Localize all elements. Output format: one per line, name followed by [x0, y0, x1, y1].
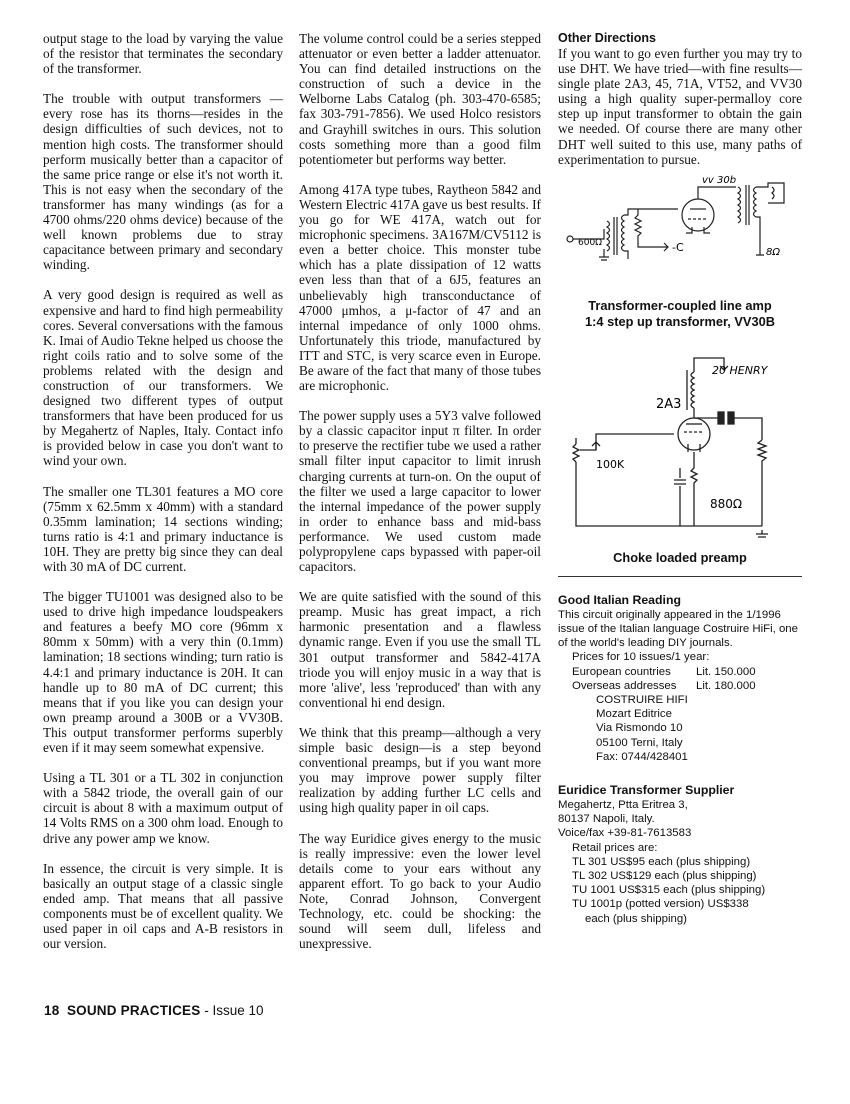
- retail-item: TL 302 US$129 each (plus shipping): [572, 870, 757, 882]
- schematic-choke-preamp: [562, 348, 798, 548]
- price-value: Lit. 150.000: [696, 665, 756, 678]
- body-paragraph: We think that this preamp—although a very simple basic design—is a step beyond conventional preamps, but if you want more you may improve power supply filter realization by adding further LC cells and using high quality paper in oil caps.: [299, 724, 541, 816]
- body-paragraph: Among 417A type tubes, Raytheon 5842 and Western Electric 417A gave us best results. If you go for WE 417A, watch out for microphonic specimens. 3A167M/CV5112 is even a better choice. This monster tube which has a plate dissipation of 12 watts even less than that of a 6J5, features an unbelievably high transconductance of 47000 μmhos, a μ-factor of 47 and an internal impedance of only 1000 ohms. Unfortunately this triode, manufactured by ITT and STC, is very scarce even in Europe. Be aware of the fact that many of those tubes are microphonic.: [299, 181, 541, 394]
- price-row: [558, 679, 802, 693]
- label-input: 600Ω: [578, 237, 603, 248]
- figure-caption: 1:4 step up transformer, VV30B: [585, 313, 775, 329]
- price-region: European countries: [572, 665, 671, 678]
- page-number: 18: [44, 1003, 60, 1018]
- body-paragraph: The smaller one TL301 features a MO core (75mm x 62.5mm x 40mm) with a standard 0.35mm lamination; 14 sections winding; turns ratio is 4:1 and primary inductance is 10H. They are pretty big since they can deal with 30 mA of DC current.: [43, 483, 283, 574]
- body-paragraph: The volume control could be a series stepped attenuator or even better a ladder attenuator. You can find detailed instructions on the construction of such a device in the Welborne Labs Catalog (ph. 303-470-6585; fax 303-791-7856). We used Holco resistors and Grayhill switches in ours. This solution costs something more than a good film potentiometer but performs way better.: [299, 31, 541, 167]
- body-paragraph: The power supply uses a 5Y3 valve followed by a classic capacitor input π filter. In order to preserve the rectifier tube we used a rather small filter input capacitor to limit inrush charging currents at turn-on. On the ouput of the filter we used a large capacitor to lower the internal impedance of the power supply in order to enhance bass and mid-bass performance. We used custom made polypropylene caps bypassed with paper-oil capacitors.: [299, 408, 541, 575]
- body-paragraph: The way Euridice gives energy to the music is really impressive: even the lower level details come to your ears without any apparent effort. To go back to your Audio Note, Conrad Johnson, Convergent Technology, etc. could be shocking: the sound will seem dull, lifeless and unexpressive.: [299, 830, 541, 952]
- label-cathode-resistor: 880Ω: [710, 496, 743, 511]
- supplier-line: Megahertz, Ptta Eritrea 3,: [558, 798, 688, 811]
- retail-item: TL 301 US$95 each (plus shipping): [572, 855, 751, 868]
- label-choke: 20 HENRY: [712, 363, 768, 377]
- column-3: [558, 31, 802, 926]
- magazine-title: SOUND PRACTICES: [66, 1003, 201, 1018]
- schematic-line-amp-drawing: [562, 173, 798, 285]
- address-line: COSTRUIRE HIFI: [596, 693, 688, 706]
- sidebar-text: This circuit originally appeared in the 1/1996 issue of the Italian language Costruire HiFi, one of the world's leading DIY journals.: [558, 608, 798, 650]
- address-line: Via Rismondo 10: [596, 722, 683, 735]
- body-paragraph: We are quite satisfied with the sound of this preamp. Music has great impact, a rich harmonic presentation and a flawless dynamic range. Even if you use the small TL 301 output transformer and 5842-417A triode you will enjoy music in a way that is more 'alive', less 'reproduced' than with any conventional hi end design.: [299, 589, 541, 710]
- page-footer: [44, 1003, 264, 1018]
- supplier-heading: Euridice Transformer Supplier: [558, 782, 735, 797]
- label-grid-bias: -C: [672, 240, 684, 254]
- sidebar-info: [558, 593, 802, 926]
- retail-item: TU 1001p (potted version) US$338: [572, 898, 749, 911]
- retail-label: Retail prices are:: [572, 841, 658, 854]
- address-line: Fax: 0744/428401: [596, 750, 688, 763]
- schematic-line-amp: [562, 173, 798, 285]
- section-heading: Other Directions: [558, 31, 656, 45]
- address-line: 05100 Terni, Italy: [596, 736, 683, 749]
- figure-caption: Transformer-coupled line amp: [588, 297, 772, 313]
- column-1: [43, 31, 283, 966]
- label-input-resistor: 100K: [596, 457, 625, 471]
- price-row: [558, 665, 802, 679]
- body-paragraph: In essence, the circuit is very simple. It is basically an output stage of a classic single ended amp. That means that all passive components must be of excellent quality. We used paper in oil caps and A-B resistors in our version.: [43, 860, 283, 952]
- figure-caption: Choke loaded preamp: [613, 549, 747, 565]
- price-value: Lit. 180.000: [696, 679, 756, 692]
- supplier-line: Voice/fax +39-81-7613583: [558, 827, 692, 840]
- divider: [558, 576, 802, 577]
- body-paragraph: A very good design is required as well as expensive and hard to find high permeability cores. Several conversations with the famous K. Imai of Audio Tekne helped us choose the right coils ratio and to solve some of the problems related with the design and construction of our transformers. We designed two different types of output transformers that have been produced for us by Megahertz of Naples, Italy. Contact info is provided below in case you don't want to wind your own.: [43, 287, 284, 469]
- prices-label: Prices for 10 issues/1 year:: [572, 651, 710, 664]
- body-paragraph: output stage to the load by varying the value of the resistor that terminates the secondary of the transformer.: [43, 31, 283, 77]
- schematic-choke-preamp-drawing: [562, 348, 798, 548]
- address-line: Mozart Editrice: [596, 708, 672, 721]
- supplier-line: 80137 Napoli, Italy.: [558, 813, 655, 826]
- label-tube: vv 30b: [702, 174, 737, 186]
- retail-item: TU 1001 US$315 each (plus shipping): [572, 884, 766, 897]
- body-paragraph: If you want to go even further you may try to use DHT. We have tried—with fine results—single plate 2A3, 45, 71A, VT52, and VV30 using a high quality super-permalloy core step up input transformer to obtain the gain we needed. Of course there are many other DHT well suited to this use, many paths of experimentation to pursue.: [558, 46, 802, 167]
- sidebar-heading: Good Italian Reading: [558, 592, 681, 607]
- issue-label: - Issue 10: [204, 1003, 264, 1018]
- body-paragraph: The bigger TU1001 was designed also to be used to drive high impedance loudspeakers and features a beefy MO core (96mm x 80mm x 50mm) with a very thin (0.1mm) lamination; 18 sections winding; turn ratio is 4.4:1 and primary inductance is 20H. It can handle up to 80 mA of DC current; this means that if you like you can design your own preamp around a 300B or a VV30B. This output transformer performs superbly even if it may seem somewhat expensive.: [43, 589, 283, 756]
- body-paragraph: The trouble with output transformers —every rose has its thorns—resides in the design difficulties of such devices, not to mention high costs. The transformer should perform musically better than a capacitor of the same price range or else it's not worth it. This is not easy when the secondary of the transformer has many windings (as for a 4700 ohms/220 ohms device) because of the well known problems due to stray capacitance between primary and secondary winding.: [43, 91, 283, 273]
- label-tube: 2A3: [656, 396, 682, 412]
- label-output: 8Ω: [766, 246, 781, 258]
- price-region: Overseas addresses: [572, 679, 677, 692]
- retail-item: each (plus shipping): [585, 912, 687, 925]
- body-paragraph: Using a TL 301 or a TL 302 in conjunction with a 5842 triode, the overall gain of our circuit is about 8 with a maximum output of 14 Volts RMS on a 300 ohm load. Enough to drive any power amp we know.: [43, 770, 283, 846]
- column-2: [299, 31, 541, 966]
